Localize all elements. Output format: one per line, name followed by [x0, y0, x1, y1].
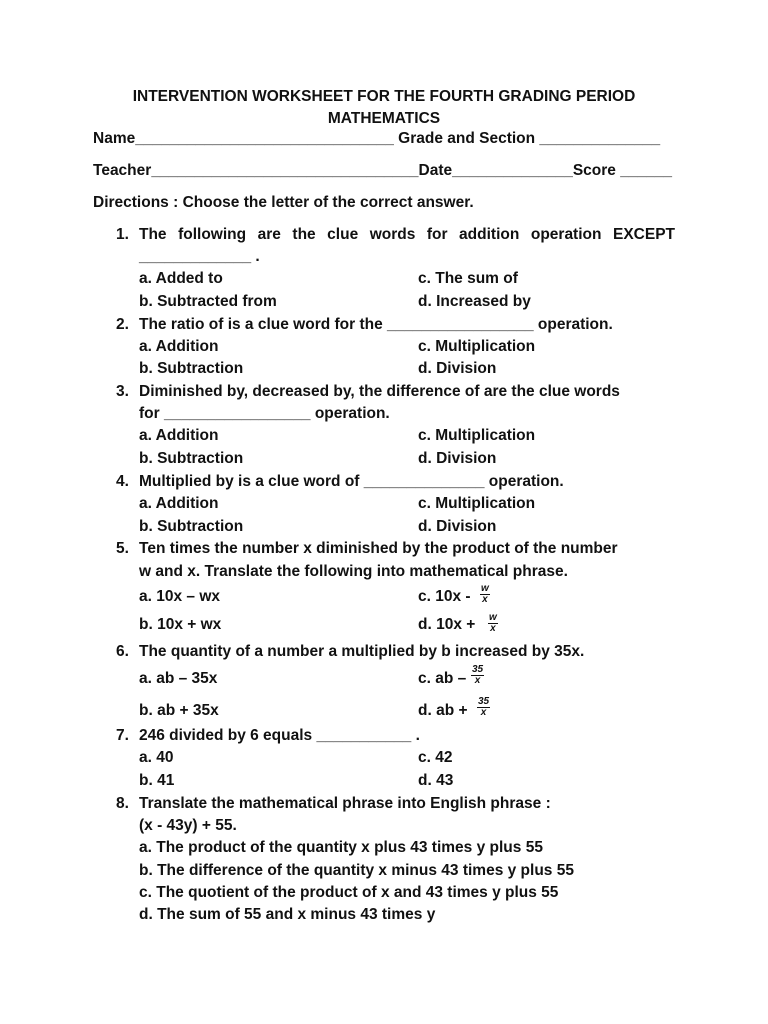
option-d[interactable]: d. Increased by — [418, 293, 531, 310]
question-number: 1. — [116, 226, 129, 243]
option-c[interactable]: c. Multiplication — [418, 495, 536, 512]
question-text: The ratio of is a clue word for the _________________ operation. — [139, 316, 613, 333]
question-number: 5. — [116, 540, 129, 557]
fraction-denominator: x — [474, 675, 481, 686]
question-text: 246 divided by 6 equals ___________ . — [139, 727, 420, 744]
question-number: 7. — [116, 727, 129, 744]
option-a[interactable]: a. The product of the quantity x plus 43 times y plus 55 — [139, 839, 543, 856]
worksheet-title: INTERVENTION WORKSHEET FOR THE FOURTH GRADING PERIOD — [132, 88, 636, 105]
option-a[interactable]: a. Addition — [139, 495, 219, 512]
option-c[interactable]: c. Multiplication — [418, 338, 536, 355]
fraction-numerator: w — [481, 583, 489, 594]
fraction-numerator: 35 — [472, 664, 484, 675]
grade-field[interactable]: ______________ — [539, 130, 661, 147]
question-number: 4. — [116, 473, 129, 490]
option-b[interactable]: b. The difference of the quantity x minus 43 times y plus 55 — [139, 862, 574, 879]
option-d[interactable]: d. Division — [418, 360, 497, 377]
option-d[interactable]: d. The sum of 55 and x minus 43 times y — [139, 906, 436, 923]
question-text-cont: for _________________ operation. — [139, 405, 390, 422]
option-b[interactable]: b. 41 — [139, 772, 175, 789]
question-number: 8. — [116, 795, 129, 812]
option-b[interactable]: b. ab + 35x — [139, 702, 219, 719]
question-text-cont: _____________ . — [139, 248, 260, 265]
date-field[interactable]: ______________ — [452, 162, 573, 179]
question-number: 3. — [116, 383, 129, 400]
fraction-denominator: x — [490, 623, 496, 634]
grade-label: Grade and Section — [398, 130, 536, 147]
option-c[interactable]: c. The quotient of the product of x and 43 times y plus 55 — [139, 884, 559, 901]
option-a[interactable]: a. Added to — [139, 270, 223, 287]
teacher-field[interactable]: _______________________________ — [151, 162, 419, 179]
question-number: 2. — [116, 316, 129, 333]
teacher-label: Teacher — [93, 162, 152, 179]
question-number: 6. — [116, 643, 129, 660]
question-text-cont: (x - 43y) + 55. — [139, 817, 237, 834]
question-text: Diminished by, decreased by, the difference of are the clue words — [139, 383, 620, 400]
name-row — [93, 130, 660, 148]
option-c-fraction — [480, 584, 490, 605]
option-c[interactable]: c. 10x - — [418, 588, 471, 605]
option-c[interactable]: c. The sum of — [418, 270, 518, 287]
question-text-cont: w and x. Translate the following into mathematical phrase. — [139, 563, 568, 580]
name-field[interactable]: ______________________________ — [135, 130, 394, 147]
name-label: Name — [93, 130, 136, 147]
fraction-denominator: x — [482, 594, 488, 605]
option-b[interactable]: b. Subtracted from — [139, 293, 277, 310]
fraction-numerator: w — [489, 612, 497, 623]
option-a[interactable]: a. 40 — [139, 749, 174, 766]
option-d[interactable]: d. 43 — [418, 772, 454, 789]
date-label: Date — [418, 162, 453, 179]
option-b[interactable]: b. Subtraction — [139, 360, 244, 377]
question-text: Multiplied by is a clue word of ______________ operation. — [139, 473, 564, 490]
question-text: Translate the mathematical phrase into English phrase : — [139, 795, 551, 812]
option-c[interactable]: c. 42 — [418, 749, 453, 766]
option-b[interactable]: b. Subtraction — [139, 518, 244, 535]
option-d-fraction — [488, 613, 498, 634]
question-text: Ten times the number x diminished by the product of the number — [139, 540, 618, 557]
option-c[interactable]: c. ab – — [418, 670, 467, 687]
teacher-row — [93, 162, 672, 180]
option-d[interactable]: d. ab + — [418, 702, 468, 719]
option-a[interactable]: a. Addition — [139, 427, 219, 444]
option-b[interactable]: b. Subtraction — [139, 450, 244, 467]
fraction-numerator: 35 — [478, 696, 490, 707]
option-d-fraction — [477, 697, 490, 718]
option-d[interactable]: d. 10x + — [418, 616, 476, 633]
option-c-fraction — [471, 665, 484, 686]
question-text: The following are the clue words for addition operation EXCEPT — [139, 226, 675, 243]
score-label: Score — [572, 162, 616, 179]
option-a[interactable]: a. ab – 35x — [139, 670, 218, 687]
option-a[interactable]: a. 10x – wx — [139, 588, 221, 605]
directions: Directions : Choose the letter of the correct answer. — [93, 194, 474, 211]
option-b[interactable]: b. 10x + wx — [139, 616, 222, 633]
fraction-denominator: x — [480, 707, 487, 718]
question-text: The quantity of a number a multiplied by b increased by 35x. — [139, 643, 585, 660]
option-a[interactable]: a. Addition — [139, 338, 219, 355]
worksheet-subject: MATHEMATICS — [327, 110, 441, 127]
option-d[interactable]: d. Division — [418, 518, 497, 535]
score-field[interactable]: ______ — [620, 162, 672, 179]
option-c[interactable]: c. Multiplication — [418, 427, 536, 444]
option-d[interactable]: d. Division — [418, 450, 497, 467]
